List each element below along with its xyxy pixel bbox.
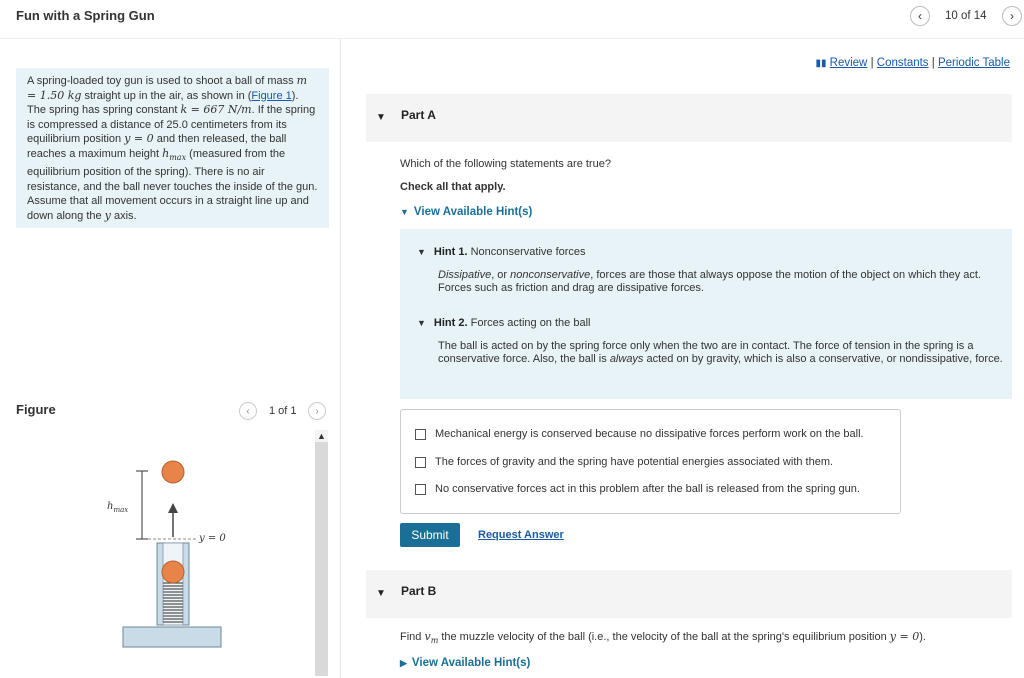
column-divider — [340, 38, 341, 678]
chevron-right-icon: › — [1010, 9, 1014, 23]
ball-top — [162, 461, 184, 483]
chevron-left-icon: ‹ — [246, 405, 250, 417]
hint-1-text: Dissipative, or nonconservative, forces are those that always oppose the motion of the object on which they act. Forces such as friction and drag are dissipative forces. — [438, 269, 981, 294]
ball-compressed — [162, 561, 184, 583]
resource-links: ▮▮ Review | Constants | Periodic Table — [815, 57, 1010, 69]
y0-label: y = 0 — [199, 533, 226, 544]
figure-next-button[interactable] — [308, 402, 326, 420]
review-link[interactable]: Review — [829, 57, 868, 69]
prev-item-button[interactable] — [910, 6, 930, 26]
header-divider — [0, 38, 1024, 39]
hmax-label: $h_{max}$ — [107, 501, 129, 514]
checkbox[interactable] — [415, 484, 426, 495]
figure-pager: 1 of 1 — [269, 405, 297, 417]
part-b-header[interactable]: ▼ Part B — [366, 570, 1012, 618]
part-b-question: Find $v_m$ the muzzle velocity of the ball (i.e., the velocity of the ball at the spring's equilibrium position y = 0). — [400, 630, 926, 646]
book-icon: ▮▮ — [815, 58, 827, 69]
periodic-table-link[interactable]: Periodic Table — [937, 57, 1010, 69]
chevron-right-icon: › — [315, 405, 319, 417]
gun-base — [123, 627, 221, 647]
velocity-arrowhead — [168, 503, 178, 513]
hint-2-header[interactable]: ▼ Hint 2. Forces acting on the ball — [417, 317, 591, 329]
spring-gun-figure — [100, 455, 240, 655]
option-1[interactable]: Mechanical energy is conserved because no dissipative forces perform work on the ball. — [415, 428, 864, 440]
hint-1-header[interactable]: ▼ Hint 1. Nonconservative forces — [417, 246, 586, 258]
part-a-instruction: Check all that apply. — [400, 181, 506, 193]
checkbox[interactable] — [415, 457, 426, 468]
submit-button[interactable]: Submit — [400, 523, 460, 547]
figure-link[interactable]: Figure 1 — [251, 89, 292, 102]
caret-down-icon: ▼ — [417, 247, 426, 257]
figure-prev-button[interactable] — [239, 402, 257, 420]
option-2[interactable]: The forces of gravity and the spring have potential energies associated with them. — [415, 456, 833, 468]
caret-down-icon: ▼ — [417, 318, 426, 328]
page-title: Fun with a Spring Gun — [16, 8, 155, 23]
caret-right-icon: ▶ — [400, 658, 407, 668]
figure-heading: Figure — [16, 402, 56, 417]
constants-link[interactable]: Constants — [876, 57, 929, 69]
hint-2-text: The ball is acted on by the spring force only when the two are in contact. The force of tension in the spring is a conservative force. Also, the ball is always acted on by gravity, which is also a conservative, or nondissipative, force. — [438, 340, 1003, 365]
answer-options — [400, 409, 901, 514]
hints-panel — [400, 229, 1012, 399]
part-a-hints-toggle[interactable]: ▼ View Available Hint(s) — [400, 206, 533, 218]
caret-down-icon: ▼ — [376, 112, 386, 123]
item-pager: 10 of 14 — [945, 10, 987, 22]
chevron-up-icon[interactable]: ▲ — [315, 430, 328, 442]
request-answer-link[interactable]: Request Answer — [478, 529, 564, 541]
caret-down-icon: ▼ — [400, 207, 409, 217]
chevron-left-icon: ‹ — [918, 9, 922, 23]
part-a-header[interactable]: ▼ Part A — [366, 94, 1012, 142]
option-3[interactable]: No conservative forces act in this problem after the ball is released from the spring gun. — [415, 483, 860, 495]
figure-scrollbar[interactable] — [315, 430, 328, 676]
caret-down-icon: ▼ — [376, 588, 386, 599]
checkbox[interactable] — [415, 429, 426, 440]
part-a-question: Which of the following statements are true? — [400, 158, 611, 170]
part-b-hints-toggle[interactable]: ▶ View Available Hint(s) — [400, 657, 531, 669]
next-item-button[interactable] — [1002, 6, 1022, 26]
problem-statement: A spring-loaded toy gun is used to shoot a ball of mass m = 1.50 kg straight up in the air, as shown in (Figure 1). The spring has spring constant k = 667 N/m. If the spring is compressed a distance of 25.0 centimeters from its equilibrium position y = 0 and then released, the ball reaches a maximum height $h_{max}$ (measured from the equilibrium position of the spring). There is no air resistance, and the ball never touches the inside of the gun. Assume that all movement occurs in a straight line up and down along the y axis. — [16, 68, 329, 228]
